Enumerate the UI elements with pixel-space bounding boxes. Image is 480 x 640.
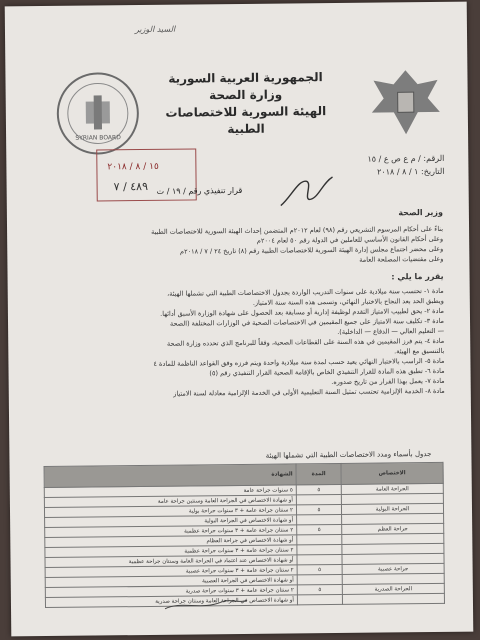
table-cell: ٢ سنتان جراحة عامة + ٣ سنوات جراحة عظمية (45, 525, 297, 538)
preamble-line: بناءً على أحكام المرسوم التشريعي رقم (٩٨) لعام ٢٠١٢م المتضمن إحداث الهيئة السورية للاختصاصات الطبية (151, 224, 444, 236)
article-line: — التعليم العالي — الدفاع — الداخلية). (337, 326, 445, 336)
table-cell: ٢ سنتان جراحة عامة + ٣ سنوات جراحة صدرية (45, 585, 297, 598)
table-cell: الجراحة العامة (341, 483, 443, 494)
table-cell: أو شهادة الاختصاص عند اعتماد في الجراحة العامة وسنتان جراحة عظمية (45, 555, 297, 568)
article-line: بالتنسيق مع الهيئة. (394, 346, 445, 356)
table-cell: جراحة العظم (342, 523, 444, 534)
table-cell: ٥ (296, 484, 341, 494)
article-line: مادة ٧- يعمل بهذا القرار من تاريخ صدوره. (331, 376, 445, 387)
table-cell: أو شهادة الاختصاص في الجراحة العامة وسنتان جراحة صدرية (45, 595, 297, 608)
eagle-emblem-icon (365, 62, 446, 143)
republic-name: الجمهورية العربية السورية (168, 70, 323, 86)
table-body (44, 483, 444, 607)
ref-number-value: / م ع ص ع / ١٥ (367, 154, 421, 164)
decree-body (33, 208, 445, 400)
stamp-date: ١٥ / ٨ / ٢٠١٨ (107, 161, 159, 173)
table-cell: أو شهادة الاختصاص في الجراحة البولية (45, 515, 297, 528)
table-cell: ٢ سنتان جراحة عامة + ٣ سنوات جراحة بولية (44, 505, 296, 518)
ministry-name: وزارة الصحة (209, 87, 283, 103)
table-cell (297, 514, 342, 524)
table-cell: أو شهادة الاختصاص في الجراحة العصبية (45, 575, 297, 588)
table-cell: ٥ (297, 584, 342, 594)
footer-signature-icon (161, 594, 251, 615)
minister-line: وزير الصحة (398, 207, 443, 218)
handwritten-note: السيد الوزير (134, 24, 176, 35)
table-cell: ٥ (297, 564, 342, 574)
ref-date-value: ١ / ٨ / ٢٠١٨ (377, 167, 419, 177)
article-line: ويطبق الحد بعد النجاح بالاختبار النهائي، وتسمى هذه السنة سنة الامتياز. (252, 296, 444, 307)
article-line: مادة ١- تحتسب سنة ميلادية على سنوات التدريب الواردة بجدول الاختصاصات الطبية التي تشملها الهيئة، (167, 286, 444, 298)
table-cell (297, 574, 342, 584)
article-line: مادة ٤- يتم فرز المقيمين في هذه السنة على القطاعات الصحية، وفقاً للبرنامج الذي تحدده وزارة الصحة (166, 336, 445, 348)
table-cell: ٥ سنوات جراحة عامة (44, 485, 296, 498)
decides-heading: يقرر ما يلي : (391, 271, 444, 282)
table-cell (297, 554, 342, 564)
table-cell (296, 494, 341, 504)
document-page (5, 2, 474, 637)
article-line: مادة ٦- تطبق هذه المادة للقرار التنفيذي الخاص بالإقامة الصحية القرار التنفيذي رقم (٥) (209, 366, 445, 378)
article-line: مادة ٣- تكليف سنة الامتياز على جميع المقيمين في الاختصاصات الصحية في الوزارات المختلفة (الصحة (169, 316, 445, 328)
table-cell: جراحة عصبية (342, 563, 444, 574)
specialties-table (44, 462, 445, 608)
table-cell: الجراحة البولية (341, 503, 443, 514)
svg-text:SYRIAN BOARD: SYRIAN BOARD (75, 134, 121, 142)
commission-name: الهيئة السورية للاختصاصات الطبية (165, 104, 327, 137)
ref-date-label: التاريخ: (420, 166, 445, 177)
commission-logo-icon (55, 71, 140, 156)
preamble-line: وعلى محضر اجتماع مجلس إدارة الهيئة السورية للاختصاصات الطبية رقم (٨) تاريخ ٢٤ / ٧ / ٢٠١٨م (179, 244, 444, 256)
article-line: مادة ٢- يحق لطبيب الامتياز التقدم لوظيفة إدارية أو مسابقة بعد الحصول على شهادة الوزارة الأسبق أدائها. (160, 306, 444, 318)
table-caption: جدول بأسماء ومدد الاختصاصات الطبية التي تشملها الهيئة (265, 449, 432, 460)
table-cell: الجراحة الصدرية (342, 583, 444, 594)
table-cell: ٢ سنتان جراحة عامة + ٣ سنوات جراحة عصبية (45, 565, 297, 578)
table-cell (297, 544, 342, 554)
table-cell (297, 594, 342, 604)
letterhead (155, 69, 336, 139)
preamble-line: وعلى مقتضيات المصلحة العامة (359, 254, 444, 264)
table-cell: ٥ (296, 504, 341, 514)
signature-icon (276, 171, 336, 212)
table-cell: ٥ (297, 524, 342, 534)
table-cell: أو شهادة الاختصاص في جراحة العظام (45, 535, 297, 548)
table-cell: ٢ سنتان جراحة عامة + ٣ سنوات جراحة عظمية (45, 545, 297, 558)
preamble-line: وعلى أحكام القانون الأساسي للعاملين في الدولة رقم ٥٠ لعام ٢٠٠٤م (256, 234, 444, 245)
article-line: مادة ٨- الخدمة الإلزامية تحتسب تمثيل السنة التعليمية الأولى في الخدمة الإلزامية معادلة لسنة الامتياز (173, 386, 445, 398)
table-header: المدة (296, 463, 341, 484)
ref-number-label: الرقم: (423, 153, 445, 164)
table-header: الاختصاص (341, 462, 443, 484)
stamp-number: ٤٨٩ / ٧ (113, 179, 149, 194)
table-cell: أو شهادة الاختصاص في الجراحة العامة وسنتين جراحة عامة (44, 495, 296, 508)
article-line: مادة ٥- الراسب بالاختبار النهائي يعيد حسب لمدة سنة ميلادية واحدة ويتم فرزه وفق القواعد الناظمة للمادة ٤ (153, 356, 445, 368)
table-cell (342, 593, 444, 604)
table-cell (297, 534, 342, 544)
table-header: الشهادة (44, 464, 296, 488)
decree-title: قرار تنفيذي رقم / ١٩ / ت (156, 185, 243, 196)
